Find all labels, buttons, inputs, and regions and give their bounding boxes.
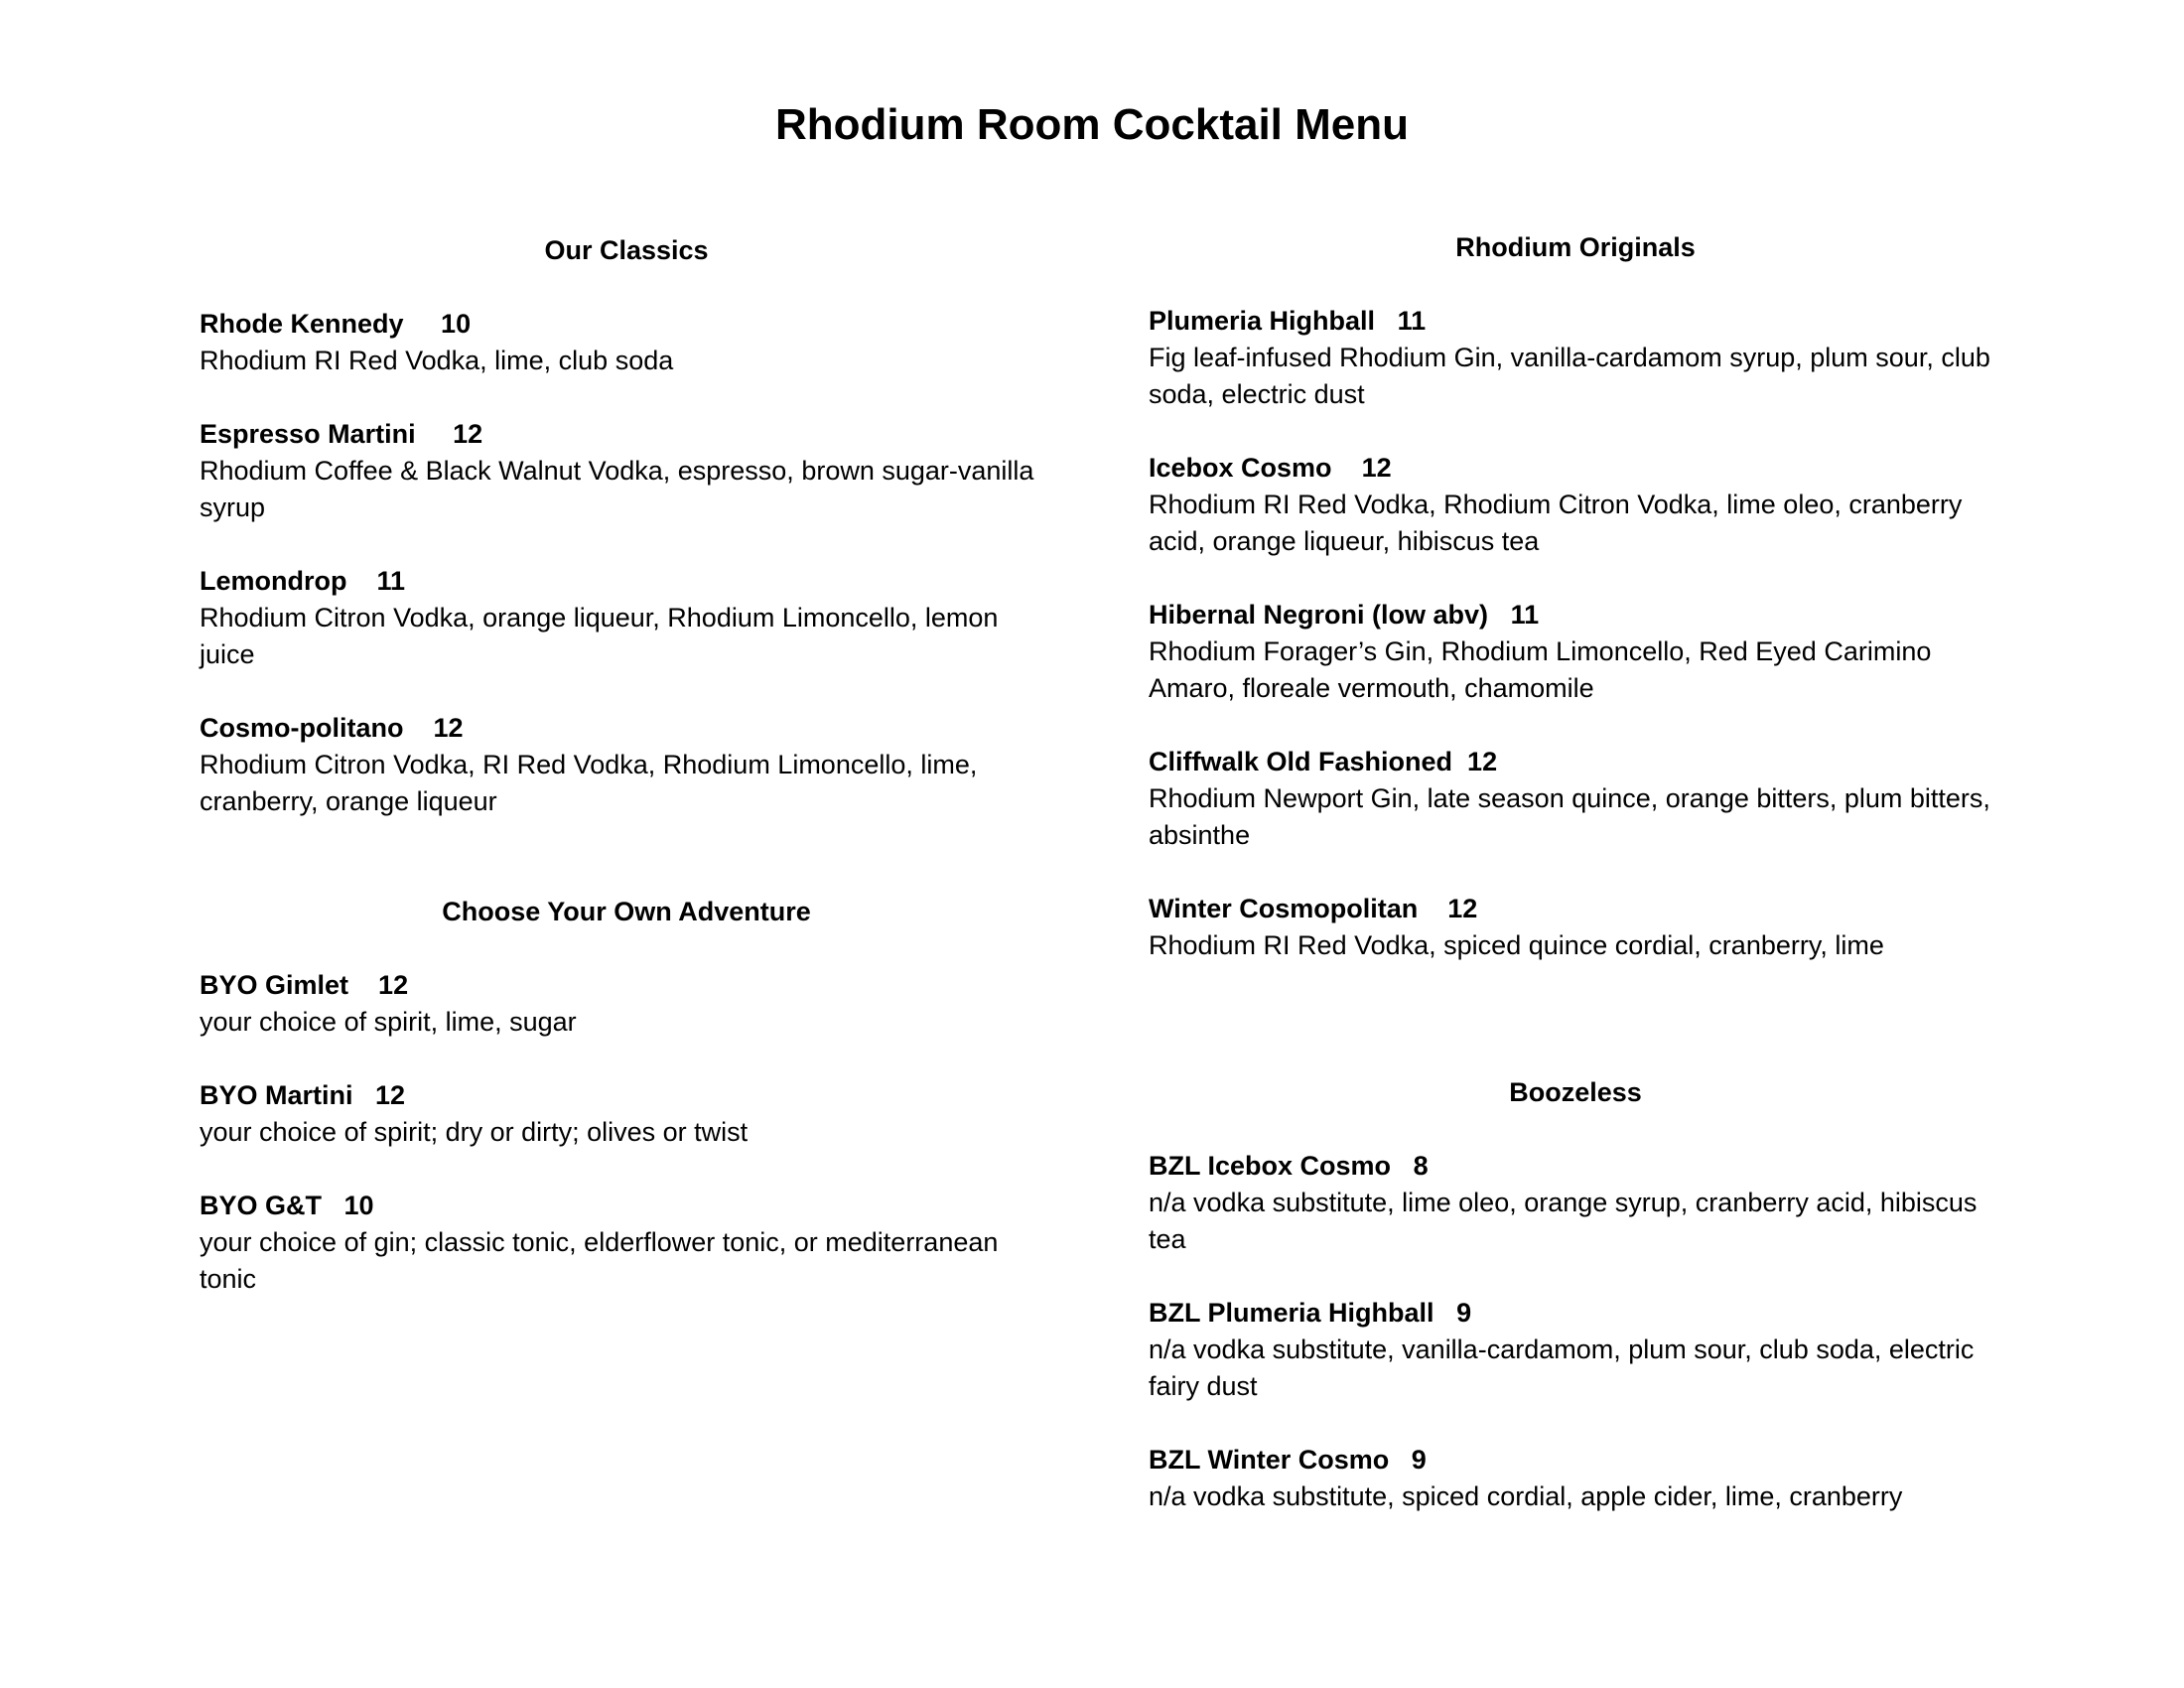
item-name: Rhode Kennedy	[200, 309, 404, 339]
item-price: 11	[1510, 600, 1540, 630]
menu-item	[200, 1188, 1053, 1298]
item-description: n/a vodka substitute, vanilla-cardamom, plum sour, club soda, electric fairy dust	[1149, 1335, 1975, 1401]
menu-item	[1149, 1148, 2002, 1258]
item-name: BYO Martini	[200, 1080, 353, 1110]
item-price: 8	[1413, 1151, 1429, 1181]
menu-item	[1149, 1295, 2002, 1405]
item-price: 12	[1447, 894, 1478, 923]
item-name: Espresso Martini	[200, 419, 416, 449]
item-description: Fig leaf-infused Rhodium Gin, vanilla-cardamom syrup, plum sour, club soda, electric dust	[1149, 343, 1990, 409]
item-price: 10	[441, 309, 472, 339]
item-price: 11	[1397, 306, 1427, 336]
item-price: 12	[433, 713, 464, 743]
section-rhodium-originals	[1149, 229, 2002, 1001]
item-description: Rhodium Newport Gin, late season quince, orange bitters, plum bitters, absinthe	[1149, 783, 1990, 850]
menu-item	[1149, 450, 2002, 560]
item-price: 10	[343, 1191, 374, 1220]
menu-item	[1149, 1442, 2002, 1515]
item-description: Rhodium RI Red Vodka, Rhodium Citron Vodka, lime oleo, cranberry acid, orange liqueur, hibiscus tea	[1149, 490, 1963, 556]
item-price: 12	[1361, 453, 1392, 483]
item-name: Cliffwalk Old Fashioned	[1149, 747, 1453, 776]
menu-item	[1149, 891, 2002, 964]
item-price: 12	[378, 970, 409, 1000]
menu-item	[200, 306, 1053, 379]
item-name: Lemondrop	[200, 566, 347, 596]
item-description: Rhodium Coffee & Black Walnut Vodka, espresso, brown sugar-vanilla syrup	[200, 456, 1034, 522]
item-name: Hibernal Negroni (low abv)	[1149, 600, 1489, 630]
item-price: 12	[375, 1080, 406, 1110]
item-name: Plumeria Highball	[1149, 306, 1376, 336]
item-price: 11	[376, 566, 406, 596]
section-boozeless	[1149, 1074, 2002, 1552]
menu-item	[200, 967, 1053, 1041]
item-price: 12	[453, 419, 483, 449]
item-description: n/a vodka substitute, lime oleo, orange syrup, cranberry acid, hibiscus tea	[1149, 1188, 1978, 1254]
section-heading: Choose Your Own Adventure	[442, 897, 811, 926]
section-heading: Boozeless	[1509, 1077, 1642, 1107]
item-name: Winter Cosmopolitan	[1149, 894, 1419, 923]
item-name: BZL Winter Cosmo	[1149, 1445, 1390, 1475]
menu-item	[1149, 597, 2002, 707]
menu-title: Rhodium Room Cocktail Menu	[775, 100, 1409, 149]
item-description: your choice of spirit, lime, sugar	[200, 1007, 577, 1037]
section-choose-your-own-adventure	[200, 894, 1053, 1335]
menu-item	[200, 416, 1053, 526]
item-price: 12	[1467, 747, 1498, 776]
menu-item	[200, 1077, 1053, 1151]
item-description: your choice of spirit; dry or dirty; olives or twist	[200, 1117, 749, 1147]
menu-item	[1149, 303, 2002, 413]
menu-item	[200, 710, 1053, 820]
item-description: Rhodium Forager’s Gin, Rhodium Limoncello, Red Eyed Carimino Amaro, floreale vermouth, chamomile	[1149, 636, 1932, 703]
item-name: Icebox Cosmo	[1149, 453, 1332, 483]
section-heading: Rhodium Originals	[1455, 232, 1696, 262]
item-price: 9	[1456, 1298, 1472, 1328]
item-description: Rhodium Citron Vodka, RI Red Vodka, Rhodium Limoncello, lime, cranberry, orange liqueur	[200, 750, 978, 816]
item-description: Rhodium RI Red Vodka, spiced quince cordial, cranberry, lime	[1149, 930, 1884, 960]
item-price: 9	[1411, 1445, 1427, 1475]
item-name: BZL Icebox Cosmo	[1149, 1151, 1392, 1181]
item-name: BZL Plumeria Highball	[1149, 1298, 1434, 1328]
item-description: Rhodium RI Red Vodka, lime, club soda	[200, 346, 674, 375]
item-description: your choice of gin; classic tonic, elderflower tonic, or mediterranean tonic	[200, 1227, 999, 1294]
item-name: Cosmo-politano	[200, 713, 404, 743]
section-our-classics	[200, 232, 1053, 857]
item-description: Rhodium Citron Vodka, orange liqueur, Rhodium Limoncello, lemon juice	[200, 603, 999, 669]
section-heading: Our Classics	[544, 235, 709, 265]
item-description: n/a vodka substitute, spiced cordial, apple cider, lime, cranberry	[1149, 1481, 1903, 1511]
menu-item	[200, 563, 1053, 673]
item-name: BYO Gimlet	[200, 970, 349, 1000]
item-name: BYO G&T	[200, 1191, 323, 1220]
menu-item	[1149, 744, 2002, 854]
